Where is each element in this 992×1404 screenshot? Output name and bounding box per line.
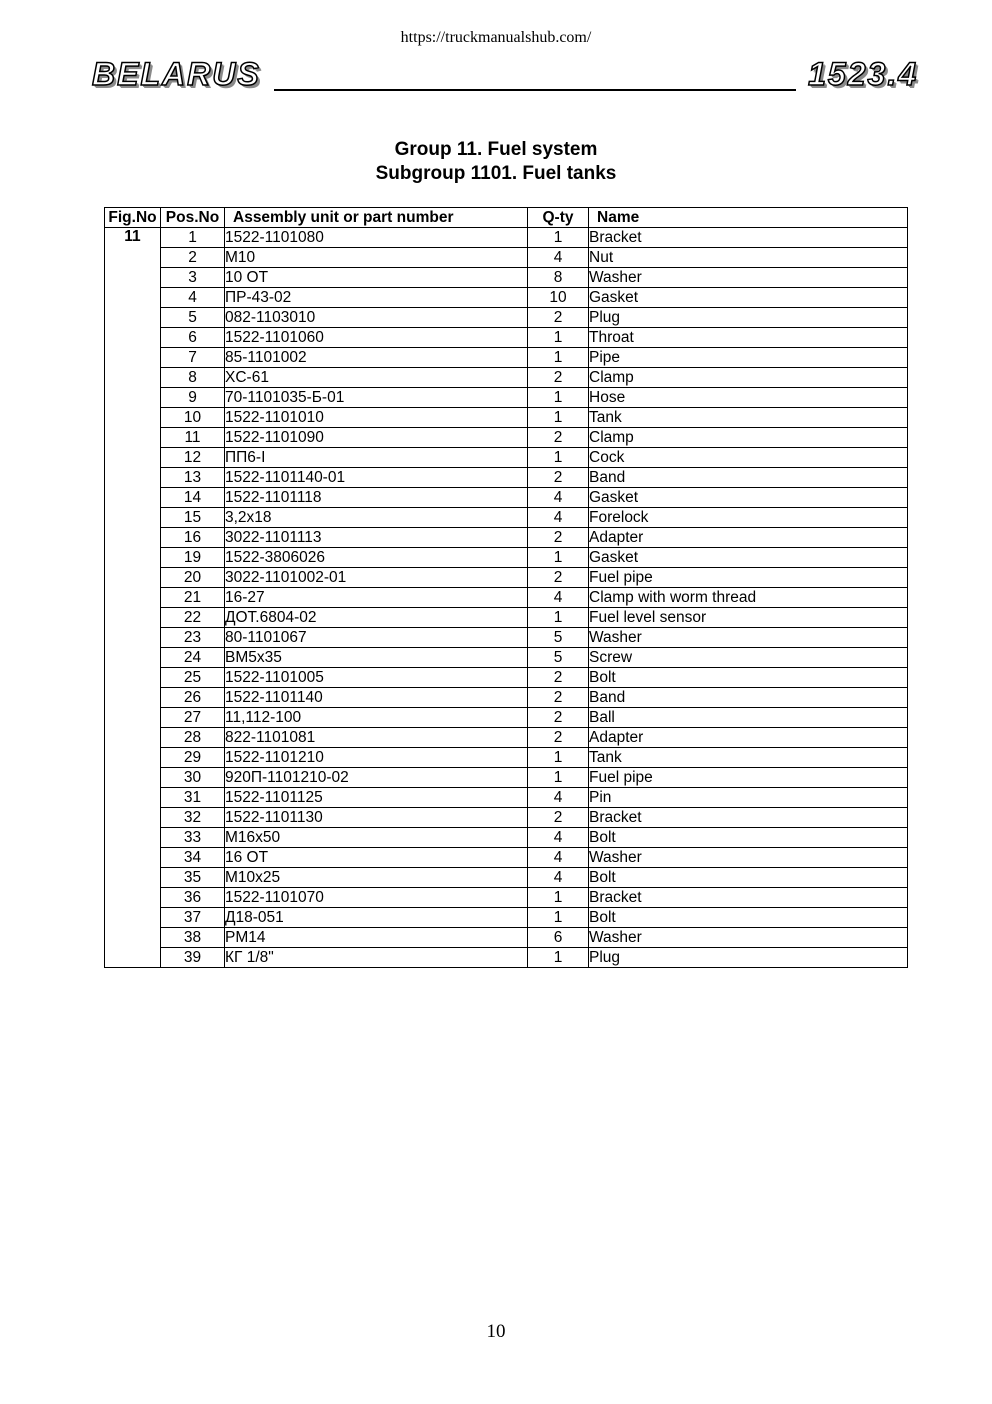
- parts-table: [104, 207, 908, 968]
- part-name-cell: Pin: [589, 788, 908, 808]
- part-name-cell: Screw: [589, 648, 908, 668]
- part-name-cell: Band: [589, 688, 908, 708]
- table-row: [105, 428, 908, 448]
- pos-number-cell: 22: [161, 608, 225, 628]
- part-number-cell: 1522-1101060: [225, 328, 528, 348]
- part-name-cell: Throat: [589, 328, 908, 348]
- table-row: [105, 588, 908, 608]
- source-url: https://truckmanualshub.com/: [400, 29, 592, 46]
- table-row: [105, 928, 908, 948]
- table-row: [105, 548, 908, 568]
- table-row: [105, 848, 908, 868]
- header-part-number: Assembly unit or part number: [225, 208, 528, 228]
- part-name-cell: Plug: [589, 948, 908, 968]
- qty-cell: 2: [528, 708, 589, 728]
- qty-cell: 4: [528, 488, 589, 508]
- table-row: [105, 748, 908, 768]
- part-name-cell: Fuel pipe: [589, 768, 908, 788]
- model-number: 1523.4: [808, 56, 918, 92]
- part-number-cell: 1522-1101070: [225, 888, 528, 908]
- qty-cell: 1: [528, 888, 589, 908]
- pos-number-cell: 13: [161, 468, 225, 488]
- part-number-cell: 3,2x18: [225, 508, 528, 528]
- pos-number-cell: 10: [161, 408, 225, 428]
- part-number-cell: 16-27: [225, 588, 528, 608]
- table-row: [105, 408, 908, 428]
- page-number: 10: [486, 1321, 506, 1342]
- table-row: [105, 288, 908, 308]
- qty-cell: 2: [528, 468, 589, 488]
- part-name-cell: Gasket: [589, 288, 908, 308]
- page-header: [90, 56, 920, 96]
- header-pos-no: Pos.No: [161, 208, 225, 228]
- qty-cell: 1: [528, 408, 589, 428]
- group-title: Group 11. Fuel system: [394, 139, 598, 160]
- qty-cell: 4: [528, 508, 589, 528]
- table-row: [105, 868, 908, 888]
- pos-number-cell: 19: [161, 548, 225, 568]
- part-number-cell: BM5x35: [225, 648, 528, 668]
- part-number-cell: 1522-1101130: [225, 808, 528, 828]
- pos-number-cell: 4: [161, 288, 225, 308]
- qty-cell: 4: [528, 588, 589, 608]
- qty-cell: 2: [528, 808, 589, 828]
- table-row: [105, 628, 908, 648]
- part-number-cell: ДОТ.6804-02: [225, 608, 528, 628]
- pos-number-cell: 36: [161, 888, 225, 908]
- table-row: [105, 228, 908, 248]
- table-row: [105, 648, 908, 668]
- qty-cell: 1: [528, 768, 589, 788]
- pos-number-cell: 8: [161, 368, 225, 388]
- pos-number-cell: 20: [161, 568, 225, 588]
- part-number-cell: 1522-1101140-01: [225, 468, 528, 488]
- qty-cell: 4: [528, 788, 589, 808]
- pos-number-cell: 34: [161, 848, 225, 868]
- table-row: [105, 308, 908, 328]
- table-row: [105, 768, 908, 788]
- table-row: [105, 488, 908, 508]
- header-rule: [274, 89, 796, 91]
- qty-cell: 1: [528, 448, 589, 468]
- qty-cell: 4: [528, 868, 589, 888]
- part-number-cell: 1522-1101140: [225, 688, 528, 708]
- pos-number-cell: 1: [161, 228, 225, 248]
- part-name-cell: Clamp: [589, 368, 908, 388]
- part-number-cell: 16 OT: [225, 848, 528, 868]
- part-number-cell: PM14: [225, 928, 528, 948]
- part-name-cell: Fuel level sensor: [589, 608, 908, 628]
- pos-number-cell: 26: [161, 688, 225, 708]
- table-row: [105, 508, 908, 528]
- part-number-cell: Д18-051: [225, 908, 528, 928]
- pos-number-cell: 31: [161, 788, 225, 808]
- table-row: [105, 908, 908, 928]
- part-name-cell: Tank: [589, 408, 908, 428]
- part-name-cell: Bolt: [589, 668, 908, 688]
- pos-number-cell: 9: [161, 388, 225, 408]
- subgroup-title: Subgroup 1101. Fuel tanks: [375, 163, 617, 184]
- pos-number-cell: 2: [161, 248, 225, 268]
- part-number-cell: 1522-1101005: [225, 668, 528, 688]
- table-row: [105, 348, 908, 368]
- part-number-cell: 70-1101035-Б-01: [225, 388, 528, 408]
- part-number-cell: 1522-1101090: [225, 428, 528, 448]
- table-row: [105, 388, 908, 408]
- qty-cell: 2: [528, 528, 589, 548]
- qty-cell: 4: [528, 848, 589, 868]
- part-name-cell: Adapter: [589, 728, 908, 748]
- table-row: [105, 688, 908, 708]
- part-number-cell: 1522-1101125: [225, 788, 528, 808]
- pos-number-cell: 30: [161, 768, 225, 788]
- qty-cell: 1: [528, 228, 589, 248]
- table-row: [105, 888, 908, 908]
- pos-number-cell: 27: [161, 708, 225, 728]
- part-name-cell: Clamp with worm thread: [589, 588, 908, 608]
- qty-cell: 5: [528, 648, 589, 668]
- part-name-cell: Washer: [589, 928, 908, 948]
- part-name-cell: Forelock: [589, 508, 908, 528]
- pos-number-cell: 29: [161, 748, 225, 768]
- qty-cell: 8: [528, 268, 589, 288]
- section-titles: [0, 138, 992, 186]
- qty-cell: 1: [528, 548, 589, 568]
- part-name-cell: Plug: [589, 308, 908, 328]
- pos-number-cell: 21: [161, 588, 225, 608]
- qty-cell: 2: [528, 368, 589, 388]
- qty-cell: 2: [528, 668, 589, 688]
- part-name-cell: Cock: [589, 448, 908, 468]
- pos-number-cell: 23: [161, 628, 225, 648]
- part-number-cell: 1522-3806026: [225, 548, 528, 568]
- part-name-cell: Nut: [589, 248, 908, 268]
- part-name-cell: Bracket: [589, 808, 908, 828]
- qty-cell: 2: [528, 688, 589, 708]
- part-number-cell: 822-1101081: [225, 728, 528, 748]
- table-row: [105, 608, 908, 628]
- part-name-cell: Fuel pipe: [589, 568, 908, 588]
- qty-cell: 6: [528, 928, 589, 948]
- part-number-cell: 85-1101002: [225, 348, 528, 368]
- part-name-cell: Bolt: [589, 868, 908, 888]
- pos-number-cell: 39: [161, 948, 225, 968]
- part-number-cell: 80-1101067: [225, 628, 528, 648]
- part-number-cell: 10 OT: [225, 268, 528, 288]
- pos-number-cell: 7: [161, 348, 225, 368]
- table-row: [105, 448, 908, 468]
- brand-logo: BELARUS: [92, 56, 261, 92]
- pos-number-cell: 5: [161, 308, 225, 328]
- part-number-cell: 1522-1101010: [225, 408, 528, 428]
- part-number-cell: M10x25: [225, 868, 528, 888]
- table-row: [105, 948, 908, 968]
- table-row: [105, 368, 908, 388]
- qty-cell: 1: [528, 388, 589, 408]
- qty-cell: 5: [528, 628, 589, 648]
- part-name-cell: Hose: [589, 388, 908, 408]
- pos-number-cell: 15: [161, 508, 225, 528]
- table-row: [105, 528, 908, 548]
- table-row: [105, 828, 908, 848]
- qty-cell: 1: [528, 608, 589, 628]
- pos-number-cell: 16: [161, 528, 225, 548]
- table-row: [105, 808, 908, 828]
- part-name-cell: Washer: [589, 268, 908, 288]
- qty-cell: 1: [528, 328, 589, 348]
- part-number-cell: 1522-1101118: [225, 488, 528, 508]
- header-qty: Q-ty: [528, 208, 589, 228]
- qty-cell: 4: [528, 248, 589, 268]
- part-number-cell: ПП6-I: [225, 448, 528, 468]
- qty-cell: 1: [528, 748, 589, 768]
- qty-cell: 4: [528, 828, 589, 848]
- part-name-cell: Bracket: [589, 228, 908, 248]
- table-header-row: [105, 208, 908, 228]
- table-row: [105, 268, 908, 288]
- pos-number-cell: 11: [161, 428, 225, 448]
- pos-number-cell: 28: [161, 728, 225, 748]
- part-name-cell: Band: [589, 468, 908, 488]
- part-number-cell: ПР-43-02: [225, 288, 528, 308]
- qty-cell: 2: [528, 428, 589, 448]
- table-row: [105, 728, 908, 748]
- table-row: [105, 708, 908, 728]
- part-number-cell: M10: [225, 248, 528, 268]
- part-name-cell: Clamp: [589, 428, 908, 448]
- part-number-cell: 3022-1101002-01: [225, 568, 528, 588]
- pos-number-cell: 33: [161, 828, 225, 848]
- part-name-cell: Pipe: [589, 348, 908, 368]
- part-number-cell: 3022-1101113: [225, 528, 528, 548]
- pos-number-cell: 32: [161, 808, 225, 828]
- part-number-cell: КГ 1/8": [225, 948, 528, 968]
- table-row: [105, 788, 908, 808]
- parts-table-body: [105, 228, 908, 968]
- table-row: [105, 668, 908, 688]
- qty-cell: 2: [528, 568, 589, 588]
- header-name: Name: [589, 208, 908, 228]
- qty-cell: 1: [528, 908, 589, 928]
- fig-number-cell: 11: [105, 228, 161, 968]
- part-name-cell: Tank: [589, 748, 908, 768]
- part-name-cell: Gasket: [589, 488, 908, 508]
- pos-number-cell: 25: [161, 668, 225, 688]
- table-row: [105, 248, 908, 268]
- part-name-cell: Ball: [589, 708, 908, 728]
- part-name-cell: Washer: [589, 628, 908, 648]
- qty-cell: 2: [528, 728, 589, 748]
- part-number-cell: 082-1103010: [225, 308, 528, 328]
- part-name-cell: Adapter: [589, 528, 908, 548]
- part-name-cell: Washer: [589, 848, 908, 868]
- table-row: [105, 568, 908, 588]
- part-number-cell: 11,112-100: [225, 708, 528, 728]
- part-number-cell: 1522-1101210: [225, 748, 528, 768]
- part-number-cell: M16x50: [225, 828, 528, 848]
- qty-cell: 1: [528, 948, 589, 968]
- part-name-cell: Gasket: [589, 548, 908, 568]
- part-number-cell: 1522-1101080: [225, 228, 528, 248]
- pos-number-cell: 37: [161, 908, 225, 928]
- pos-number-cell: 3: [161, 268, 225, 288]
- pos-number-cell: 24: [161, 648, 225, 668]
- table-row: [105, 328, 908, 348]
- qty-cell: 10: [528, 288, 589, 308]
- header-fig-no: Fig.No: [105, 208, 161, 228]
- part-name-cell: Bracket: [589, 888, 908, 908]
- part-name-cell: Bolt: [589, 908, 908, 928]
- part-number-cell: 920П-1101210-02: [225, 768, 528, 788]
- table-row: [105, 468, 908, 488]
- pos-number-cell: 35: [161, 868, 225, 888]
- pos-number-cell: 6: [161, 328, 225, 348]
- qty-cell: 1: [528, 348, 589, 368]
- part-name-cell: Bolt: [589, 828, 908, 848]
- pos-number-cell: 14: [161, 488, 225, 508]
- part-number-cell: XC-61: [225, 368, 528, 388]
- pos-number-cell: 12: [161, 448, 225, 468]
- qty-cell: 2: [528, 308, 589, 328]
- pos-number-cell: 38: [161, 928, 225, 948]
